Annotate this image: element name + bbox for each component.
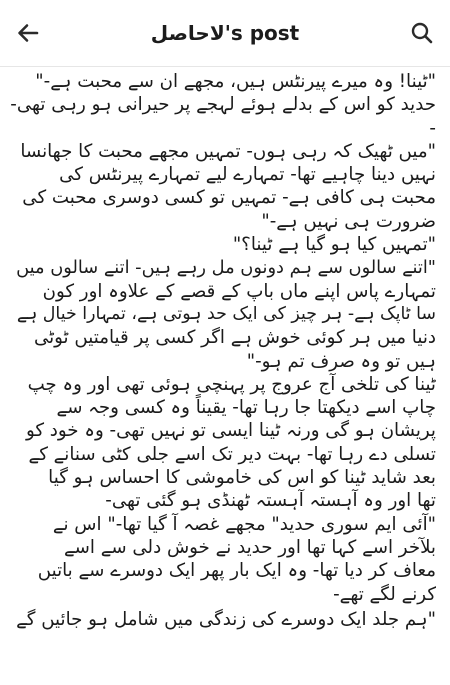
post-body: [10, 70, 436, 685]
post-line: حدید کو اس کے بدلے ہوئے لہجے پر حیرانی ہو رہی تھی-: [10, 94, 436, 116]
post-line: بعد شاید ٹینا کو اس کی خاموشی کا احساس ہو گیا: [48, 467, 436, 489]
post-line: دنیا میں ہر کوئی خوش ہے اگر کسی پر قیامتیں ٹوٹی: [33, 327, 436, 349]
post-line: تھا اور وہ آہستہ آہستہ ٹھنڈی ہو گئی تھی-: [105, 490, 436, 512]
post-line: تسلی دے رہا تھا- بہت دیر تک اسے جلی کٹی سنانے کے: [28, 443, 436, 465]
post-line: "اتنے سالوں سے ہم دونوں مل رہے ہیں- اتنے سالوں میں: [16, 257, 436, 279]
arrow-left-icon: [16, 21, 40, 45]
post-line: "ٹینا! وہ میرے پیرنٹس ہیں، مجھے ان سے محبت ہے-": [35, 71, 436, 92]
back-button[interactable]: [8, 13, 48, 53]
post-line: محبت ہی کافی ہے- تمہیں تو کسی دوسری محبت کی: [22, 187, 436, 209]
app-header: [0, 0, 450, 67]
post-line: تمہارے پاس اپنے ماں باپ کے قصے کے علاوہ اور کون: [42, 280, 436, 302]
post-line: چاپ اسے دیکھتا جا رہا تھا- یقیناً وہ کسی وجہ سے: [56, 397, 436, 419]
post-line: معاف کر دیا تھا- وہ ایک بار پھر ایک دوسرے سے باتیں: [37, 560, 436, 582]
search-button[interactable]: [402, 13, 442, 53]
post-line: "آئی ایم سوری حدید" مجھے غصہ آ گیا تھا-" اس نے: [52, 513, 436, 535]
post-line: سا ٹاپک ہے- ہر چیز کی ایک حد ہوتی ہے، تمہارا خیال ہے: [16, 303, 436, 324]
post-line: "ہم جلد ایک دوسرے کی زندگی میں شامل ہو جائیں گے: [16, 608, 436, 630]
post-line: "میں ٹھیک کہ رہی ہوں- تمہیں مجھے محبت کا جھانسا: [20, 140, 436, 162]
post-line: "تمہیں کیا ہو گیا ہے ٹینا؟": [232, 234, 436, 256]
post-line: کرنے لگے تھے-: [333, 583, 436, 605]
post-line: نہیں دینا چاہیے تھا- تمہارے لیے تمہارے پیرنٹس کی: [59, 164, 436, 186]
post-line: ٹینا کی تلخی آج عروج پر پہنچی ہوئی تھی اور وہ چپ: [27, 373, 436, 395]
post-line: -: [429, 117, 436, 139]
page-title: لاحاصل's post: [150, 21, 300, 45]
post-line: ضرورت ہی نہیں ہے-": [261, 210, 436, 232]
post-line: ہیں تو وہ صرف تم ہو-": [246, 350, 436, 372]
post-line: بلآخر اسے کہا تھا اور حدید نے خوش دلی سے اسے: [63, 536, 436, 558]
post-line: پریشان ہو گی ورنہ ٹینا ایسی تو نہیں تھی- وہ خود کو: [25, 420, 436, 442]
search-icon: [410, 21, 434, 45]
